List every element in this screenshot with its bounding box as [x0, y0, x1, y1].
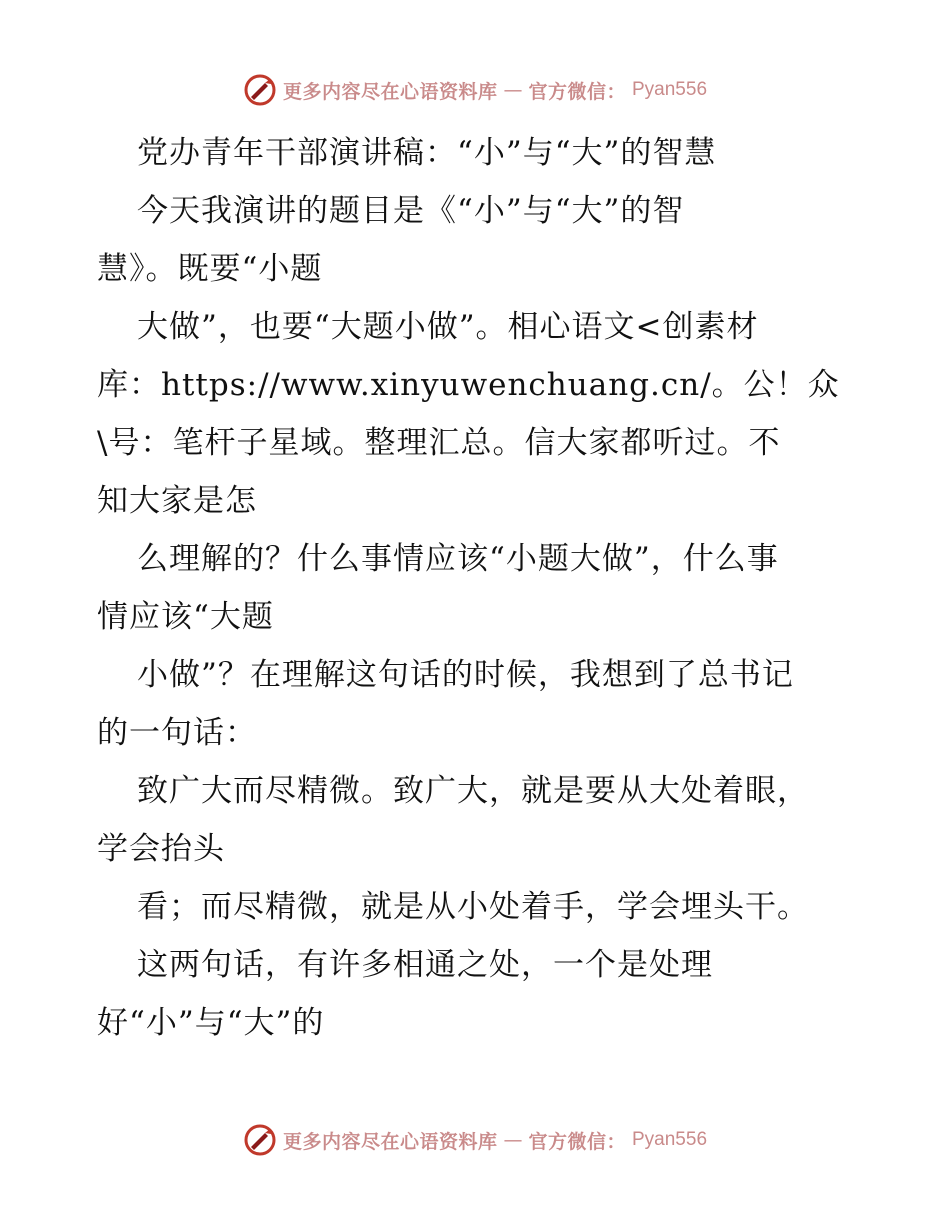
text-line: 今天我演讲的题目是《“小”与“大”的智 — [137, 193, 685, 229]
quill-logo-icon — [243, 73, 277, 107]
text-line: \号：笔杆子星域。整理汇总。信大家都听过。不 — [97, 425, 781, 461]
text-line: 致广大而尽精微。致广大，就是要从大处着眼， — [137, 773, 809, 809]
text-line: 大做”，也要“大题小做”。相心语文<创素材 — [137, 309, 759, 345]
watermark-text: 更多内容尽在心语资料库 — [282, 80, 498, 103]
text-line: 库：https://www.xinyuwenchuang.cn/。公！众 — [97, 367, 840, 403]
quill-logo-icon — [243, 1123, 277, 1157]
text-line: 慧》。既要“小题 — [97, 251, 323, 287]
watermark-id: Pyan556 — [632, 1129, 708, 1150]
text-line: 这两句话，有许多相通之处，一个是处理 — [137, 947, 713, 983]
text-line: 的一句话： — [97, 715, 257, 751]
text-line: 知大家是怎 — [97, 483, 257, 519]
footer-watermark — [0, 1120, 950, 1160]
text-line: 情应该“大题 — [97, 599, 274, 635]
watermark-suffix: 官方微信： — [528, 1130, 626, 1153]
watermark-separator: — — [503, 79, 523, 101]
watermark-separator: — — [503, 1129, 523, 1151]
text-line: 好“小”与“大”的 — [97, 1005, 325, 1041]
watermark-id: Pyan556 — [632, 79, 708, 100]
watermark-text: 更多内容尽在心语资料库 — [282, 1130, 498, 1153]
text-line: 看；而尽精微，就是从小处着手，学会埋头干。 — [137, 889, 809, 925]
watermark-suffix: 官方微信： — [528, 80, 626, 103]
document-title: 党办青年干部演讲稿：“小”与“大”的智慧 — [137, 135, 717, 171]
text-line: 小做”？在理解这句话的时候，我想到了总书记 — [137, 657, 794, 693]
document-body — [97, 124, 877, 1052]
text-line: 么理解的？什么事情应该“小题大做”，什么事 — [137, 541, 779, 577]
text-line: 学会抬头 — [97, 831, 225, 867]
header-watermark — [0, 70, 950, 110]
